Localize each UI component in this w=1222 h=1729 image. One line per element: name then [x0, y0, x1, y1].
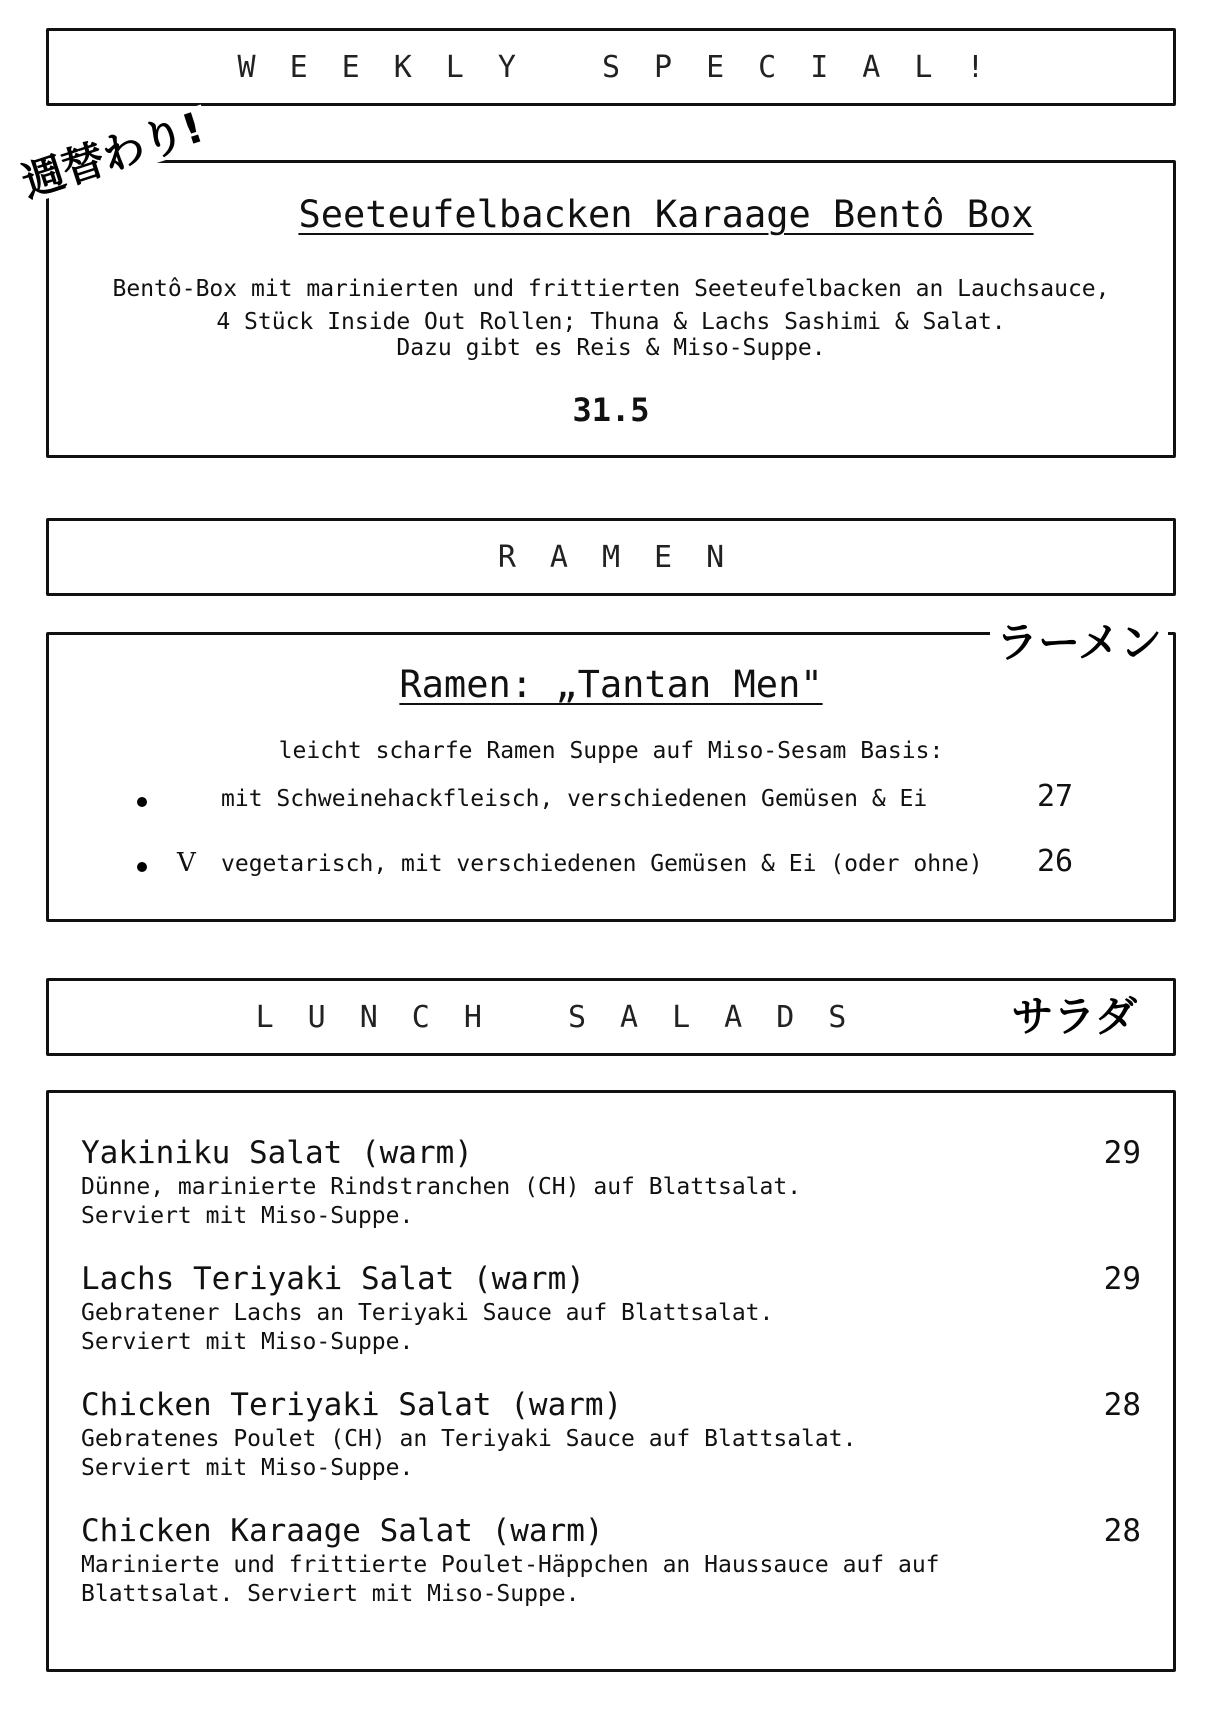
salad-price: 29 — [1103, 1261, 1141, 1297]
salad-item — [81, 1133, 1173, 1231]
weekly-desc-line: Dazu gibt es Reis & Miso-Suppe. — [396, 335, 826, 361]
ramen-option — [49, 844, 1173, 890]
weekly-dish-description — [49, 275, 1173, 359]
salad-name: Chicken Karaage Salat (warm) — [81, 1513, 604, 1549]
weekly-desc-line: Bentô-Box mit marinierten und frittierten Seeteufelbacken an Lauchsauce, — [112, 276, 1110, 302]
ramen-dish-title: Ramen: „Tantan Men" — [399, 663, 823, 706]
salad-name: Lachs Teriyaki Salat (warm) — [81, 1261, 585, 1297]
salad-item — [81, 1259, 1173, 1357]
salad-item — [81, 1385, 1173, 1483]
salad-price: 29 — [1103, 1135, 1141, 1171]
salad-price: 28 — [1103, 1387, 1141, 1423]
weekly-dish-title: Seeteufelbacken Karaage Bentô Box — [298, 193, 1034, 236]
ramen-title: RAMEN — [497, 539, 759, 575]
ramen-header — [46, 518, 1176, 596]
weekly-dish-price: 31.5 — [572, 391, 650, 429]
ramen-box — [46, 632, 1176, 922]
salad-desc-line: Serviert mit Miso-Suppe. — [81, 1455, 414, 1481]
lunch-salads-title: LUNCH SALADS — [255, 999, 881, 1035]
ramen-option-price: 27 — [1037, 779, 1074, 814]
bullet-icon — [137, 797, 147, 807]
salad-name: Yakiniku Salat (warm) — [81, 1135, 473, 1171]
salad-name: Chicken Teriyaki Salat (warm) — [81, 1387, 623, 1423]
lunch-salads-box — [46, 1090, 1176, 1672]
weekly-desc-line: 4 Stück Inside Out Rollen; Thuna & Lachs Sashimi & Salat. — [216, 309, 1006, 335]
weekly-special-box — [46, 160, 1176, 458]
salad-desc-line: Marinierte und frittierte Poulet-Häppchen an Haussauce auf auf — [81, 1552, 940, 1578]
salad-desc-line: Gebratener Lachs an Teriyaki Sauce auf Blattsalat. — [81, 1300, 774, 1326]
weekly-jp-tag: 週替わり! — [12, 104, 214, 205]
lunch-salads-header — [46, 978, 1176, 1056]
salad-desc-line: Serviert mit Miso-Suppe. — [81, 1329, 414, 1355]
salad-desc-line: Blattsalat. Serviert mit Miso-Suppe. — [81, 1581, 580, 1607]
salad-desc-line: Gebratenes Poulet (CH) an Teriyaki Sauce auf Blattsalat. — [81, 1426, 857, 1452]
ramen-intro: leicht scharfe Ramen Suppe auf Miso-Sesam Basis: — [278, 738, 944, 764]
ramen-option-price: 26 — [1037, 844, 1074, 879]
salad-item — [81, 1511, 1173, 1609]
ramen-option-text: vegetarisch, mit verschiedenen Gemüsen & Ei (oder ohne) — [221, 851, 983, 877]
ramen-jp-tag: ラーメン — [990, 622, 1168, 664]
vegetarian-icon: V — [177, 848, 196, 878]
bullet-icon — [137, 862, 147, 872]
ramen-option — [49, 779, 1173, 825]
weekly-special-title: WEEKLY SPECIAL! — [237, 49, 1019, 85]
salads-jp-tag: サラダ — [1011, 992, 1137, 1041]
salad-desc-line: Dünne, marinierte Rindstranchen (CH) auf Blattsalat. — [81, 1174, 802, 1200]
weekly-special-header — [46, 28, 1176, 106]
ramen-option-text: mit Schweinehackfleisch, verschiedenen Gemüsen & Ei — [221, 786, 928, 812]
salad-price: 28 — [1103, 1513, 1141, 1549]
salad-desc-line: Serviert mit Miso-Suppe. — [81, 1203, 414, 1229]
